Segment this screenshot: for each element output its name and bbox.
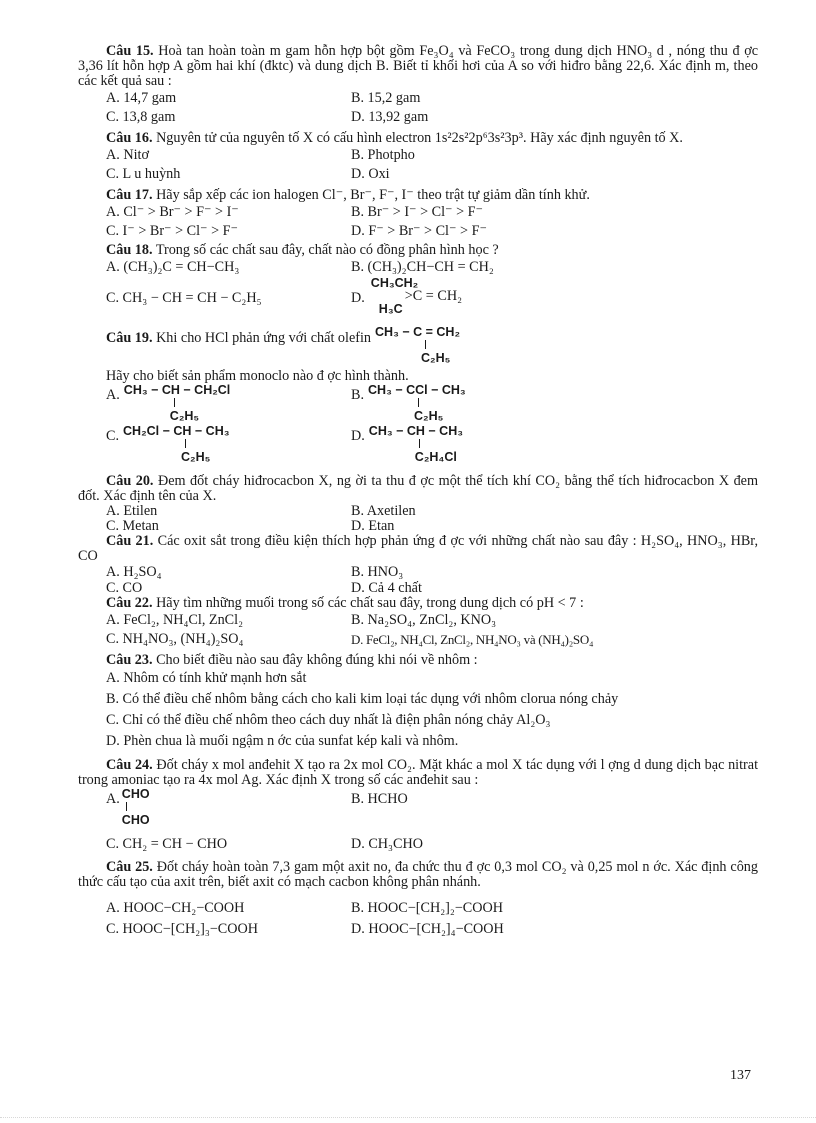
q23-option-c: C. Chỉ có thể điều chế nhôm theo cách duy nhất là điện phân nóng chảy Al₂O₃ (106, 712, 551, 728)
question-17-text: Hãy sắp xếp các ion halogen Cl⁻, Br⁻, F⁻, I⁻ theo trật tự giảm dần tính khử. (156, 187, 590, 203)
q19-option-b-structure (368, 384, 466, 423)
q19-b-main: CH₃ − CCl − CH₃ (368, 383, 466, 397)
question-15-stem (78, 44, 758, 89)
q19-option-c-letter: C. (106, 428, 120, 444)
question-15-text: Hoà tan hoàn toàn m gam hỗn hợp bột gồm Fe₃O₄ và FeCO₃ trong dung dịch HNO₃ d , nóng thu đ ợc 3,36 lít hỗn hợp A gồm hai khí (đktc) và dung dịch B. Biết tỉ khối hơi của A so với hiđro bằng 22,6. Xác định m, theo các kết quả sau : (78, 43, 759, 89)
question-24-text: Đốt cháy x mol anđehit X tạo ra 2x mol CO₂. Mặt khác a mol X tác dụng với l ợng d dung dịch bạc nitrat trong amoniac tạo ra 4x mol Ag. Xác định X trong số các anđehit sau : (78, 757, 759, 788)
q15-option-c: C. 13,8 gam (106, 109, 176, 125)
q17-option-c: C. I⁻ > Br⁻ > Cl⁻ > F⁻ (106, 223, 239, 239)
q19-option-c-structure (123, 425, 230, 464)
question-24-label: Câu 24. (106, 757, 153, 773)
question-19-label: Câu 19. (106, 330, 153, 346)
q20-option-d: D. Etan (351, 518, 395, 534)
q19-option-c (106, 425, 351, 464)
q21-option-a: A. H₂SO₄ (106, 564, 162, 580)
question-15 (78, 44, 758, 127)
q18-option-d (351, 277, 758, 316)
q19-option-b (351, 384, 758, 423)
q19-a-main: CH₃ − CH − CH₂Cl (123, 383, 231, 397)
q25-option-d: D. HOOC−[CH₂]₄−COOH (351, 921, 504, 937)
q23-option-a: A. Nhôm có tính khử mạnh hơn sắt (106, 670, 307, 686)
q20-option-a: A. Etilen (106, 503, 158, 519)
q18-option-c: C. CH₃ − CH = CH − C₂H₅ (106, 290, 262, 306)
question-18-stem (78, 243, 758, 258)
question-23 (78, 653, 758, 752)
q15-option-a: A. 14,7 gam (106, 90, 177, 106)
q18-option-d-letter: D. (351, 290, 365, 306)
question-22-text: Hãy tìm những muối trong số các chất sau đây, trong dung dịch có pH < 7 : (156, 595, 584, 611)
q19-olefin-main: CH₃ − C = CH₂ (375, 325, 460, 339)
question-24-stem (78, 758, 758, 788)
q24-option-d: D. CH₃CHO (351, 836, 423, 852)
question-25-stem (78, 860, 758, 890)
q19-option-d (351, 425, 758, 464)
question-21 (78, 534, 758, 596)
q18-d-top-group: CH₃CH₂ (370, 276, 419, 290)
q20-option-c: C. Metan (106, 518, 159, 534)
question-18 (78, 243, 758, 316)
question-17 (78, 188, 758, 241)
q15-option-b: B. 15,2 gam (351, 90, 421, 106)
q21-option-d: D. Cả 4 chất (351, 580, 422, 596)
q18-option-d-structure (371, 277, 462, 316)
question-19-text: Khi cho HCl phản ứng với chất olefin (156, 330, 372, 346)
question-21-stem (78, 534, 758, 564)
q19-option-a-letter: A. (106, 387, 120, 403)
q25-option-a: A. HOOC−CH₂−COOH (106, 900, 245, 916)
question-25 (78, 860, 758, 940)
q19-a-branch: C₂H₅ (169, 409, 200, 423)
q19-c-main: CH₂Cl − CH − CH₃ (123, 424, 230, 438)
q19-c-branch: C₂H₅ (181, 450, 211, 464)
q18-option-b: B. (CH₃)₂CH−CH = CH₂ (351, 259, 494, 275)
q19-olefin-structure (375, 326, 460, 365)
q19-option-d-structure (369, 425, 463, 464)
q24-option-a-letter: A. (106, 791, 120, 807)
question-15-label: Câu 15. (106, 43, 154, 59)
q24-option-b: B. HCHO (351, 791, 408, 807)
question-19-ask: Hãy cho biết sản phẩm monoclo nào đ ợc hình thành. (106, 368, 409, 384)
q19-option-d-letter: D. (351, 428, 365, 444)
question-20 (78, 474, 758, 534)
q19-option-a-structure (124, 384, 231, 423)
question-16-stem (78, 131, 758, 146)
q15-option-d: D. 13,92 gam (351, 109, 429, 125)
q19-d-branch: C₂H₄Cl (414, 450, 457, 464)
question-23-label: Câu 23. (106, 652, 153, 668)
page-bottom-divider (0, 1117, 816, 1118)
q16-option-b: B. Photpho (351, 147, 415, 163)
question-20-stem (78, 474, 758, 504)
q16-option-c: C. L u huỳnh (106, 166, 181, 182)
q19-olefin-branch: C₂H₅ (421, 351, 451, 365)
q24-a-bottom: CHO (121, 813, 150, 827)
q25-option-c: C. HOOC−[CH₂]₃−COOH (106, 921, 259, 937)
q18-d-bottom-group: H₃C (378, 302, 403, 316)
question-25-label: Câu 25. (106, 859, 153, 875)
q22-option-c: C. NH₄NO₃, (NH₄)₂SO₄ (106, 631, 244, 647)
q23-option-d: D. Phèn chua là muối ngậm n ớc của sunfat kép kali và nhôm. (106, 733, 459, 749)
question-19 (78, 326, 758, 464)
q19-b-branch: C₂H₅ (414, 409, 444, 423)
q19-option-b-letter: B. (351, 387, 365, 403)
q18-option-a: A. (CH₃)₂C = CH−CH₃ (106, 259, 240, 275)
q24-option-a-structure (122, 788, 150, 827)
q25-option-b: B. HOOC−[CH₂]₂−COOH (351, 900, 504, 916)
question-17-label: Câu 17. (106, 187, 153, 203)
question-23-text: Cho biết điều nào sau đây không đúng khi nói về nhôm : (156, 652, 478, 668)
q19-d-main: CH₃ − CH − CH₃ (368, 424, 464, 438)
q18-d-right-group: >C = CH₂ (404, 288, 463, 304)
q20-option-b: B. Axetilen (351, 503, 416, 519)
q17-option-a: A. Cl⁻ > Br⁻ > F⁻ > I⁻ (106, 204, 239, 220)
q23-option-b: B. Có thể điều chế nhôm bằng cách cho kali kim loại tác dụng với nhôm clorua nóng chảy (106, 691, 619, 707)
question-23-stem (78, 653, 758, 668)
q24-a-top: CHO (121, 787, 150, 801)
q16-option-a: A. Nitơ (106, 147, 149, 163)
question-18-text: Trong số các chất sau đây, chất nào có đồng phân hình học ? (155, 242, 499, 258)
question-20-label: Câu 20. (106, 473, 154, 489)
q19-option-a (106, 384, 351, 423)
q24-option-c: C. CH₂ = CH − CHO (106, 836, 228, 852)
q22-option-d: D. FeCl₂, NH₄Cl, ZnCl₂, NH₄NO₃ và (NH₄)₂SO₄ (351, 632, 594, 647)
question-21-label: Câu 21. (106, 533, 154, 549)
q22-option-b: B. Na₂SO₄, ZnCl₂, KNO₃ (351, 612, 497, 628)
q17-option-b: B. Br⁻ > I⁻ > Cl⁻ > F⁻ (351, 204, 484, 220)
question-18-label: Câu 18. (106, 242, 153, 258)
q21-option-c: C. CO (106, 580, 143, 596)
question-20-text: Đem đốt cháy hiđrocacbon X, ng ời ta thu đ ợc một thể tích khí CO₂ bằng thể tích hiđrocacbon X đem đốt. Xác định tên của X. (78, 473, 759, 504)
question-19-stem (78, 326, 758, 365)
question-17-stem (78, 188, 758, 203)
question-16 (78, 131, 758, 184)
q17-option-d: D. F⁻ > Br⁻ > Cl⁻ > F⁻ (351, 223, 487, 239)
question-22 (78, 596, 758, 649)
question-25-text: Đốt cháy hoàn toàn 7,3 gam một axit no, đa chức thu đ ợc 0,3 mol CO₂ và 0,25 mol n ớc. Xác định công thức cấu tạo của axit trên, biết axit có mạch cacbon không phân nhánh. (78, 859, 758, 890)
question-22-stem (78, 596, 758, 611)
q24-option-a (106, 788, 351, 827)
exam-page (78, 44, 758, 940)
page-number: 137 (730, 1068, 751, 1083)
q16-option-d: D. Oxi (351, 166, 390, 182)
question-16-text: Nguyên tử của nguyên tố X có cấu hình electron 1s²2s²2p⁶3s²3p³. Hãy xác định nguyên tố X. (156, 130, 683, 146)
question-21-text: Các oxit sắt trong điều kiện thích hợp phản ứng đ ợc với những chất nào sau đây : H₂SO₄, HNO₃, HBr, CO (78, 533, 759, 564)
question-22-label: Câu 22. (106, 595, 153, 611)
q22-option-a: A. FeCl₂, NH₄Cl, ZnCl₂ (106, 612, 244, 628)
question-24 (78, 758, 758, 854)
question-16-label: Câu 16. (106, 130, 153, 146)
q21-option-b: B. HNO₃ (351, 564, 404, 580)
